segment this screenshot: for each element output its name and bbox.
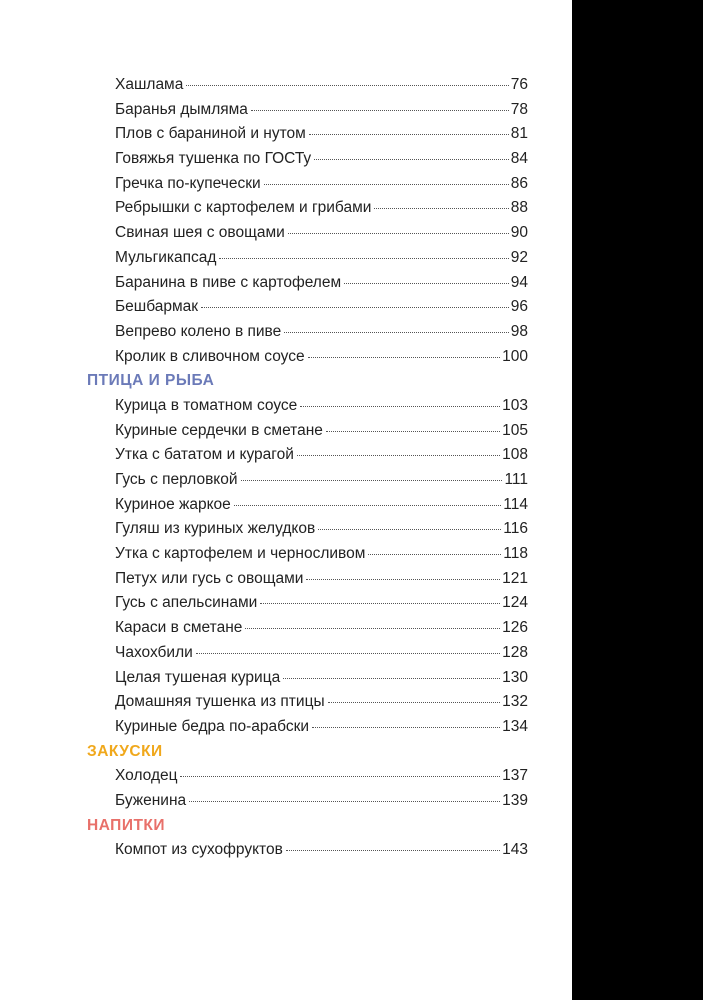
dot-leader — [284, 332, 509, 333]
toc-entry-page: 111 — [504, 471, 528, 488]
dot-leader — [300, 406, 500, 407]
dot-leader — [186, 85, 508, 86]
toc-entry — [87, 101, 528, 126]
dot-leader — [368, 554, 501, 555]
toc-entry-title: Куриные сердечки в сметане — [115, 421, 323, 439]
toc-entry-page: 94 — [510, 273, 528, 291]
toc-entry-title: Чахохбили — [115, 643, 193, 661]
toc-entry-title: Свиная шея с овощами — [115, 224, 285, 242]
toc-entry — [87, 274, 528, 299]
toc-entry-title: Караси в сметане — [115, 619, 243, 637]
toc-entry — [87, 693, 528, 718]
toc-entry — [87, 422, 528, 447]
toc-entry — [87, 397, 528, 422]
toc-entry-page: 118 — [503, 545, 528, 563]
dot-leader — [180, 776, 500, 777]
toc-entry-page: 128 — [502, 643, 528, 661]
toc-entry-page: 105 — [502, 421, 528, 439]
poultry-fish-entries — [87, 397, 528, 743]
section-heading-snacks — [87, 743, 528, 768]
toc-entry-title: Гусь с апельсинами — [115, 594, 258, 612]
dot-leader — [219, 258, 508, 259]
toc-entry-page: 132 — [502, 693, 528, 711]
toc-entry-title: Бешбармак — [115, 298, 199, 316]
toc-entry-page: 76 — [510, 76, 528, 93]
toc-entry — [87, 644, 528, 669]
toc-entry-title: Куриное жаркое — [115, 495, 231, 513]
section-heading-poultry-fish — [87, 372, 528, 397]
toc-entry-title: Плов с бараниной и нутом — [115, 125, 306, 143]
toc-entry-title: Буженина — [115, 791, 187, 809]
toc-entry-title: Утка с бататом и курагой — [115, 446, 294, 464]
toc-entry-page: 143 — [502, 841, 528, 859]
dot-leader — [314, 159, 509, 160]
toc-entry-title: Гречка по-купечески — [115, 174, 261, 192]
toc-entry — [87, 348, 528, 373]
dot-leader — [260, 603, 500, 604]
toc-entry-page: 81 — [510, 125, 528, 143]
dot-leader — [309, 134, 509, 135]
toc-entry — [87, 199, 528, 224]
toc-entry — [87, 841, 528, 866]
toc-entry-page: 86 — [510, 174, 528, 192]
toc-entry — [87, 767, 528, 792]
dot-leader — [306, 579, 500, 580]
toc-entry — [87, 619, 528, 644]
toc-entry — [87, 446, 528, 471]
section-heading-text: ПТИЦА И РЫБА — [87, 372, 215, 390]
dot-leader — [374, 208, 508, 209]
toc-entry-page: 108 — [502, 446, 528, 464]
dot-leader — [189, 801, 500, 802]
section-heading-text: НАПИТКИ — [87, 816, 166, 834]
toc-entry — [87, 249, 528, 274]
toc-entry — [87, 570, 528, 595]
toc-entry-page: 124 — [502, 594, 528, 612]
toc-entry — [87, 669, 528, 694]
toc-entry-title: Гусь с перловкой — [115, 471, 238, 488]
dot-leader — [297, 455, 500, 456]
dot-leader — [344, 283, 509, 284]
toc-entry-title: Утка с картофелем и черносливом — [115, 545, 366, 563]
toc-entry-title: Хашлама — [115, 76, 184, 93]
dot-leader — [328, 702, 501, 703]
toc-entry-title: Компот из сухофруктов — [115, 841, 283, 859]
toc-entry-title: Холодец — [115, 767, 178, 785]
toc-entry — [87, 520, 528, 545]
snacks-entries — [87, 767, 528, 816]
black-side-bar — [572, 0, 703, 1000]
dot-leader — [326, 431, 500, 432]
toc-entry-title: Ребрышки с картофелем и грибами — [115, 199, 372, 217]
dot-leader — [286, 850, 500, 851]
toc-entry-page: 121 — [502, 569, 528, 587]
toc-entry — [87, 175, 528, 200]
toc-entry-title: Баранина в пиве с картофелем — [115, 273, 342, 291]
toc-entry-page: 78 — [510, 100, 528, 118]
table-of-contents — [87, 76, 528, 866]
section-heading-text: ЗАКУСКИ — [87, 742, 163, 760]
dot-leader — [264, 184, 509, 185]
toc-entry-title: Курица в томатном соусе — [115, 396, 298, 414]
toc-entry-page: 100 — [502, 347, 528, 365]
toc-entry-page: 126 — [502, 619, 528, 637]
toc-entry-title: Кролик в сливочном соусе — [115, 347, 305, 365]
toc-entry — [87, 718, 528, 743]
toc-entry-page: 114 — [503, 495, 528, 513]
dot-leader — [312, 727, 500, 728]
toc-entry-title: Домашняя тушенка из птицы — [115, 693, 325, 711]
toc-entry-page: 98 — [510, 322, 528, 340]
dot-leader — [251, 110, 509, 111]
toc-entry-page: 92 — [510, 248, 528, 266]
toc-entry-page: 134 — [502, 717, 528, 735]
toc-entry — [87, 496, 528, 521]
drinks-entries — [87, 841, 528, 866]
dot-leader — [283, 678, 500, 679]
toc-entry — [87, 224, 528, 249]
toc-entry-page: 84 — [510, 150, 528, 168]
toc-entry-title: Гуляш из куриных желудков — [115, 520, 316, 538]
dot-leader — [196, 653, 500, 654]
toc-entry-title: Мульгикапсад — [115, 248, 217, 266]
dot-leader — [318, 529, 501, 530]
toc-entry — [87, 323, 528, 348]
toc-entry-page: 96 — [510, 298, 528, 316]
toc-entry-title: Говяжья тушенка по ГОСТу — [115, 150, 312, 168]
toc-entry-title: Петух или гусь с овощами — [115, 569, 304, 587]
toc-entry — [87, 125, 528, 150]
toc-entry — [87, 471, 528, 496]
toc-entry-page: 103 — [502, 396, 528, 414]
toc-entry-title: Вепрево колено в пиве — [115, 322, 282, 340]
toc-entry-page: 116 — [503, 520, 528, 538]
toc-entry — [87, 792, 528, 817]
toc-entry — [87, 545, 528, 570]
toc-entry-title: Куриные бедра по-арабски — [115, 717, 310, 735]
dot-leader — [234, 505, 501, 506]
toc-entry-title: Целая тушеная курица — [115, 668, 281, 686]
dot-leader — [288, 233, 509, 234]
toc-entry-page: 88 — [510, 199, 528, 217]
toc-entry — [87, 594, 528, 619]
dot-leader — [308, 357, 501, 358]
toc-entry — [87, 150, 528, 175]
dot-leader — [241, 480, 503, 481]
section-heading-drinks — [87, 817, 528, 842]
toc-entry-page: 139 — [502, 791, 528, 809]
dot-leader — [245, 628, 500, 629]
toc-entry — [87, 76, 528, 101]
toc-entry — [87, 298, 528, 323]
dot-leader — [201, 307, 509, 308]
toc-entry-title: Баранья дымляма — [115, 100, 248, 118]
toc-entry-page: 90 — [510, 224, 528, 242]
meat-entries — [87, 76, 528, 372]
toc-entry-page: 130 — [502, 668, 528, 686]
toc-entry-page: 137 — [502, 767, 528, 785]
